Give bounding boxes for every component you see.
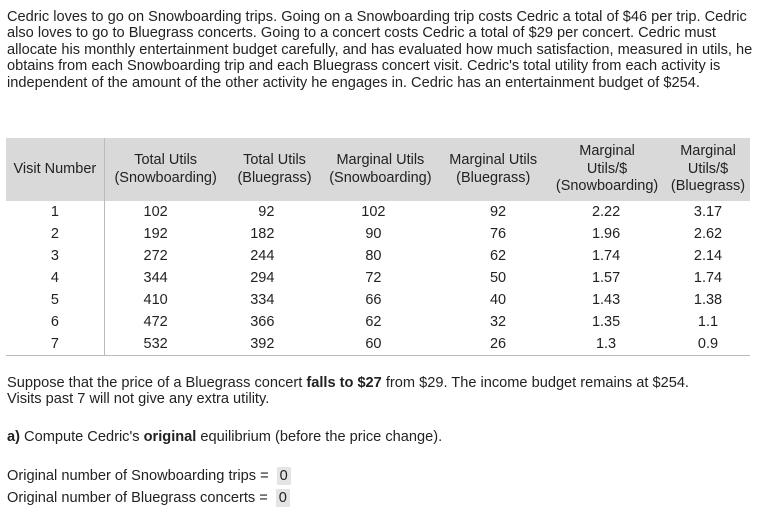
table-cell: 192 [143, 226, 168, 242]
table-cell: 66 [365, 292, 382, 308]
answer-input-snowboarding[interactable]: 0 [277, 467, 291, 485]
table-cell: 2.22 [591, 204, 621, 220]
table-cell: 1.1 [697, 314, 719, 330]
table-cell: 1 [6, 201, 104, 223]
table-cell: 294 [250, 270, 275, 286]
header-visit-number [6, 138, 104, 201]
table-cell: 90 [365, 226, 382, 242]
table-row [6, 333, 750, 356]
header-marginal-utils-snowboarding [322, 138, 438, 201]
header-visit-number-label: Visit Number [13, 160, 97, 177]
table-row [6, 223, 750, 245]
answer-label-snowboarding: Original number of Snowboarding trips = [7, 468, 269, 484]
header-line: (Bluegrass) [670, 178, 746, 195]
table-row [6, 201, 750, 223]
table-cell: 102 [361, 204, 386, 220]
table-cell: 392 [227, 333, 323, 356]
table-row [6, 245, 750, 267]
table-cell: 26 [438, 333, 548, 356]
table-cell: 244 [250, 248, 275, 264]
problem-intro: Cedric loves to go on Snowboarding trips. Going on a Snowboarding trip costs Cedric a total of $46 per trip. Cedric also loves to go to Bluegrass concerts. Going to a concert costs Cedric a total of $29 per concert. Cedric must allocate his monthly entertainment budget carefully, and has evaluated how much satisfaction, measured in utils, he obtains from each Snowboarding trip and each Bluegrass concert visit. Cedric's total utility from each activity is independent of the amount of the other activity he engages in. Cedric has an entertainment budget of $254. [7, 9, 753, 91]
table-cell: 410 [143, 292, 168, 308]
table-cell: 1.96 [591, 226, 621, 242]
header-line: Marginal Utils [449, 152, 538, 168]
table-cell: 3.17 [693, 204, 723, 220]
answer-section [7, 465, 291, 509]
table-cell: 1.38 [693, 292, 723, 308]
table-cell: 6 [6, 311, 104, 333]
question-a-label: a) [7, 429, 20, 445]
header-line: (Snowboarding) [555, 178, 659, 195]
table-cell: 1.74 [693, 270, 723, 286]
header-line: (Bluegrass) [237, 169, 312, 186]
header-line: (Snowboarding) [329, 169, 432, 186]
table-cell: 1.57 [591, 270, 621, 286]
header-marginal-utils-per-dollar-bluegrass [666, 138, 750, 201]
utility-table-container [6, 138, 750, 356]
table-cell: 2 [6, 223, 104, 245]
table-cell: 366 [250, 314, 275, 330]
table-cell: 2.14 [693, 248, 723, 264]
header-line: Marginal [680, 143, 736, 160]
table-cell: 1.35 [591, 314, 621, 330]
question-a-bold: original [143, 429, 197, 445]
table-row [6, 289, 750, 311]
table-cell: 62 [365, 314, 382, 330]
table-cell: 272 [143, 248, 168, 264]
table-cell: 5 [6, 289, 104, 311]
header-total-utils-bluegrass [227, 138, 323, 201]
header-line: (Snowboarding) [114, 169, 217, 186]
table-row [6, 311, 750, 333]
table-cell: 80 [365, 248, 382, 264]
table-cell: 1.74 [591, 248, 621, 264]
header-marginal-utils-bluegrass [438, 138, 548, 201]
table-cell: 0.9 [666, 333, 750, 356]
price-change-statement [7, 375, 689, 408]
table-cell: 92 [489, 204, 507, 220]
answer-input-bluegrass[interactable]: 0 [276, 489, 290, 507]
answer-row-bluegrass [7, 487, 291, 509]
table-cell: 7 [6, 333, 104, 356]
table-cell: 50 [489, 270, 507, 286]
table-header-row [6, 138, 750, 201]
table-cell: 3 [6, 245, 104, 267]
price-change-bold: falls to $27 [306, 375, 382, 391]
table-cell: 2.62 [693, 226, 723, 242]
table-cell: 40 [489, 292, 507, 308]
table-cell: 62 [489, 248, 507, 264]
table-cell: 4 [6, 267, 104, 289]
table-cell: 1.43 [591, 292, 621, 308]
question-a-text-before: Compute Cedric's [19, 429, 144, 445]
answer-row-snowboarding [7, 465, 291, 487]
header-line: Utils/$ [687, 160, 729, 177]
answer-label-bluegrass: Original number of Bluegrass concerts = [7, 490, 268, 506]
header-total-utils-snowboarding [104, 138, 226, 201]
table-cell: 102 [143, 204, 168, 220]
table-cell: 472 [143, 314, 168, 330]
table-cell: 182 [250, 226, 275, 242]
table-cell: 1.3 [548, 333, 666, 356]
header-line: Total Utils [243, 152, 306, 168]
question-a [7, 429, 442, 445]
table-cell: 334 [250, 292, 275, 308]
price-change-text-after: from $29. The income budget remains at $254. [381, 375, 689, 391]
header-line: Marginal Utils [336, 152, 425, 168]
header-line: Marginal [579, 143, 635, 160]
question-a-text-after: equilibrium (before the price change). [196, 429, 443, 445]
table-cell: 532 [104, 333, 226, 356]
table-cell: 32 [489, 314, 507, 330]
header-marginal-utils-per-dollar-snowboarding [548, 138, 666, 201]
utility-table [6, 138, 750, 356]
price-change-text-before: Suppose that the price of a Bluegrass concert [7, 375, 307, 391]
table-cell: 344 [143, 270, 168, 286]
header-line: (Bluegrass) [456, 169, 531, 186]
table-row [6, 267, 750, 289]
table-cell: 72 [365, 270, 382, 286]
header-line: Utils/$ [586, 160, 628, 177]
table-cell: 92 [258, 204, 275, 220]
table-cell: 76 [489, 226, 507, 242]
table-cell: 60 [322, 333, 438, 356]
header-line: Total Utils [134, 152, 198, 168]
extra-utility-note: Visits past 7 will not give any extra utility. [7, 391, 270, 408]
